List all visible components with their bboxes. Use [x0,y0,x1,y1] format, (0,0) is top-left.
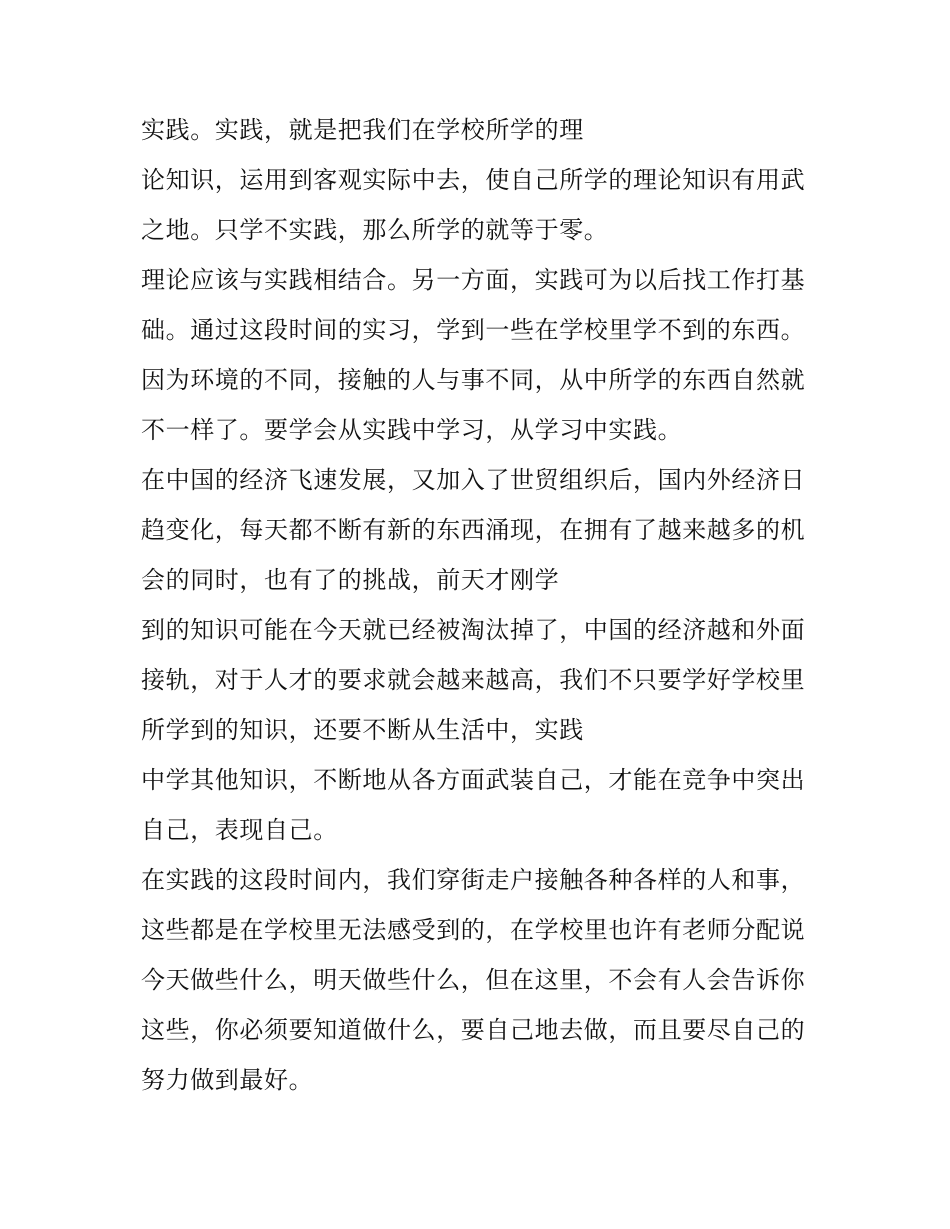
text-line: 这些，你必须要知道做什么，要自己地去做，而且要尽自己的 [141,1016,806,1044]
text-line: 在中国的经济飞速发展，又加入了世贸组织后，国内外经济日 [141,466,806,494]
text-line: 因为环境的不同，接触的人与事不同，从中所学的东西自然就 [141,366,806,394]
text-line: 到的知识可能在今天就已经被淘汰掉了，中国的经济越和外面 [141,616,806,644]
text-line: 努力做到最好。 [141,1066,314,1094]
text-line: 今天做些什么，明天做些什么，但在这里，不会有人会告诉你 [141,966,806,994]
text-line: 论知识，运用到客观实际中去，使自己所学的理论知识有用武 [141,166,806,194]
text-line: 之地。只学不实践，那么所学的就等于零。 [141,216,609,244]
text-line: 在实践的这段时间内，我们穿街走户接触各种各样的人和事， [141,866,806,894]
text-line: 不一样了。要学会从实践中学习，从学习中实践。 [141,416,683,444]
text-line: 中学其他知识，不断地从各方面武装自己，才能在竞争中突出 [141,766,806,794]
text-line: 实践。实践，就是把我们在学校所学的理 [141,116,584,144]
text-line: 趋变化，每天都不断有新的东西涌现，在拥有了越来越多的机 [141,516,806,544]
text-line: 这些都是在学校里无法感受到的，在学校里也许有老师分配说 [141,916,806,944]
text-line: 接轨，对于人才的要求就会越来越高，我们不只要学好学校里 [141,666,806,694]
text-line: 自己，表现自己。 [141,816,338,844]
text-line: 会的同时，也有了的挑战，前天才刚学 [141,566,560,594]
text-line: 理论应该与实践相结合。另一方面，实践可为以后找工作打基 [141,266,806,294]
text-line: 础。通过这段时间的实习，学到一些在学校里学不到的东西。 [141,316,806,344]
text-line: 所学到的知识，还要不断从生活中，实践 [141,716,584,744]
